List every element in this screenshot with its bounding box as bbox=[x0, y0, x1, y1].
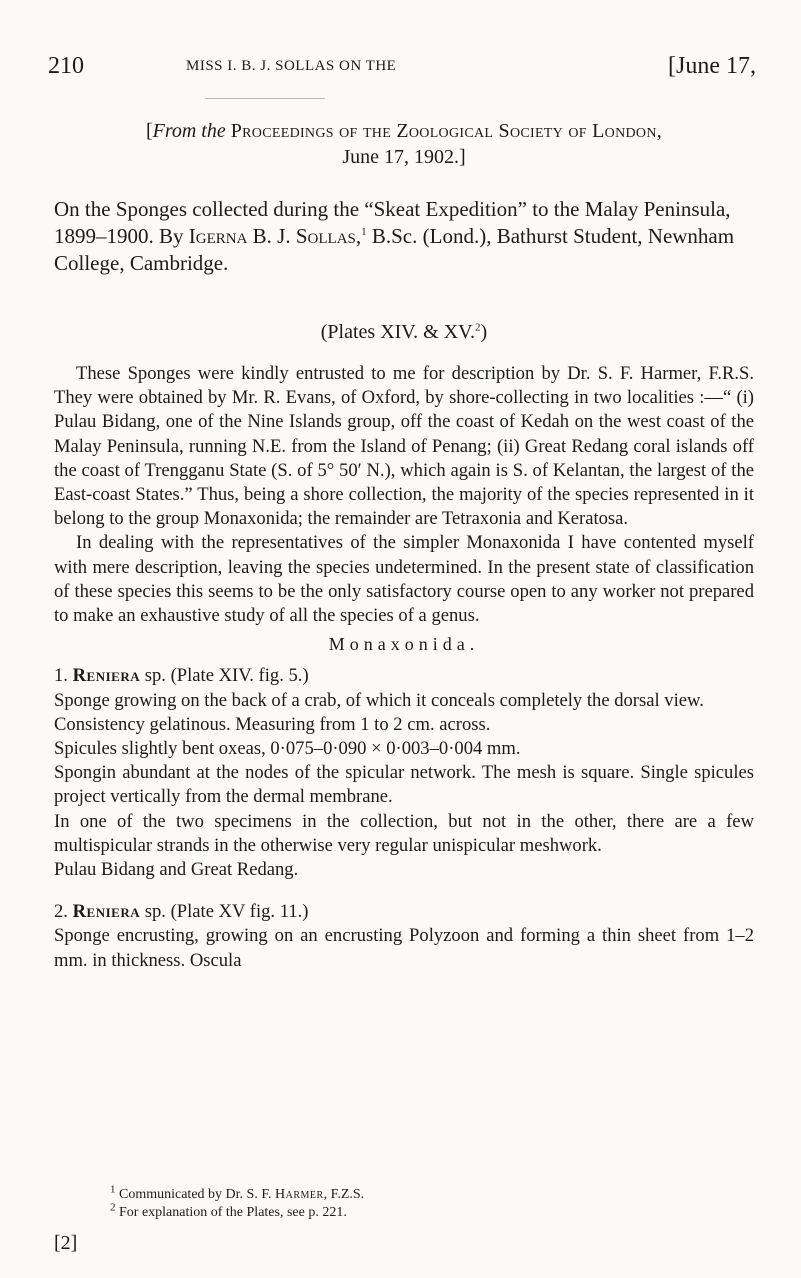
source-date: June 17, 1902.] bbox=[342, 146, 466, 168]
title-text-2: B.Sc. (Lond.), Bathurst Student, Newnham College, Cambridge. bbox=[54, 224, 735, 275]
section-heading: Monaxonida. bbox=[328, 634, 480, 655]
running-head bbox=[48, 46, 756, 86]
species-1-line: Pulau Bidang and Great Redang. bbox=[54, 859, 299, 881]
author-name: Igerna B. J. Sollas, bbox=[188, 224, 362, 248]
article-title bbox=[54, 196, 754, 277]
footnotes bbox=[110, 1183, 710, 1222]
footnote-2: $^2$ For explanation of the Plates, see p. 221. bbox=[110, 1201, 347, 1220]
species-2-rest: sp. (Plate XV fig. 11.) bbox=[144, 901, 309, 923]
species-1-line: Spongin abundant at the nodes of the spicular network. The mesh is square. Single spicules project vertically from the dermal membrane. bbox=[54, 762, 754, 808]
species-2-number: 2. bbox=[54, 901, 68, 923]
source-prefix: From the bbox=[152, 120, 226, 142]
species-1-line: In one of the two specimens in the collection, but not in the other, there are a few multispicular strands in the otherwise very regular unispicular meshwork. bbox=[54, 810, 754, 856]
species-2-heading bbox=[54, 900, 754, 924]
species-1-line: Sponge growing on the back of a crab, of which it conceals completely the dorsal view. bbox=[54, 689, 704, 711]
title-text-1: On the Sponges collected during the “Skeat Expedition” to the Malay Peninsula, 1899–1900. By bbox=[54, 197, 731, 248]
species-1-heading bbox=[54, 664, 754, 688]
plates-close: ) bbox=[480, 321, 488, 343]
plates-text: (Plates XIV. & XV. bbox=[320, 321, 476, 343]
signature-mark: [2] bbox=[54, 1232, 78, 1254]
species-1-name: Reniera bbox=[72, 665, 141, 687]
source-journal: Proceedings of the Zoological Society of London, bbox=[230, 120, 663, 142]
running-date: [June 17, bbox=[668, 53, 756, 79]
footnote-1: $^1$ Communicated by Dr. S. F. Harmer, F.Z.S. bbox=[110, 1183, 365, 1202]
species-1-rest: sp. (Plate XIV. fig. 5.) bbox=[144, 665, 309, 687]
footnote-mark-2: 2 bbox=[475, 321, 481, 334]
species-1-line: Spicules slightly bent oxeas, 0·075–0·090 × 0·003–0·004 mm. bbox=[54, 738, 521, 760]
paragraph-2: In dealing with the representatives of the simpler Monaxonida I have contented myself with mere description, leaving the species undetermined. In the present state of classification of these species this seems to be the only satisfactory course open to any worker not prepared to make an exhaustive study of all the species of a genus. bbox=[54, 532, 754, 627]
source-note: [From the Proceedings of the Zoological Society of London, June 17, 1902.] bbox=[145, 120, 663, 168]
paragraph-1: These Sponges were kindly entrusted to me for description by Dr. S. F. Harmer, F.R.S. They were obtained by Mr. R. Evans, of Oxford, by shore-collecting in two localities :—“ (i) Pulau Bidang, one of the Nine Islands group, off the coast of Kedah on the west coast of the Malay Peninsula, running N.E. from the Island of Penang; (ii) Great Redang coral islands off the coast of Trengganu State (S. of 5° 50′ N.), which again is S. of Kelantan, the largest of the East-coast States.” Thus, being a shore collection, the majority of the species represented in it belong to the group Monaxonida; the remainder are Tetraxonia and Keratosa. bbox=[54, 363, 754, 530]
species-1-number: 1. bbox=[54, 665, 68, 687]
species-1-line: Consistency gelatinous. Measuring from 1 to 2 cm. across. bbox=[54, 713, 491, 735]
page-number: 210 bbox=[48, 53, 84, 79]
header-rule bbox=[205, 98, 325, 99]
footnote-mark-1: 1 bbox=[361, 226, 367, 238]
species-2-name: Reniera bbox=[72, 901, 141, 923]
body-text bbox=[54, 362, 754, 973]
running-title: MISS I. B. J. SOLLAS ON THE bbox=[186, 58, 397, 74]
species-2-line: Sponge encrusting, growing on an encrusting Polyzoon and forming a thin sheet from 1–2 mm. in thickness. Oscula bbox=[54, 925, 754, 971]
plates-note bbox=[54, 320, 754, 345]
